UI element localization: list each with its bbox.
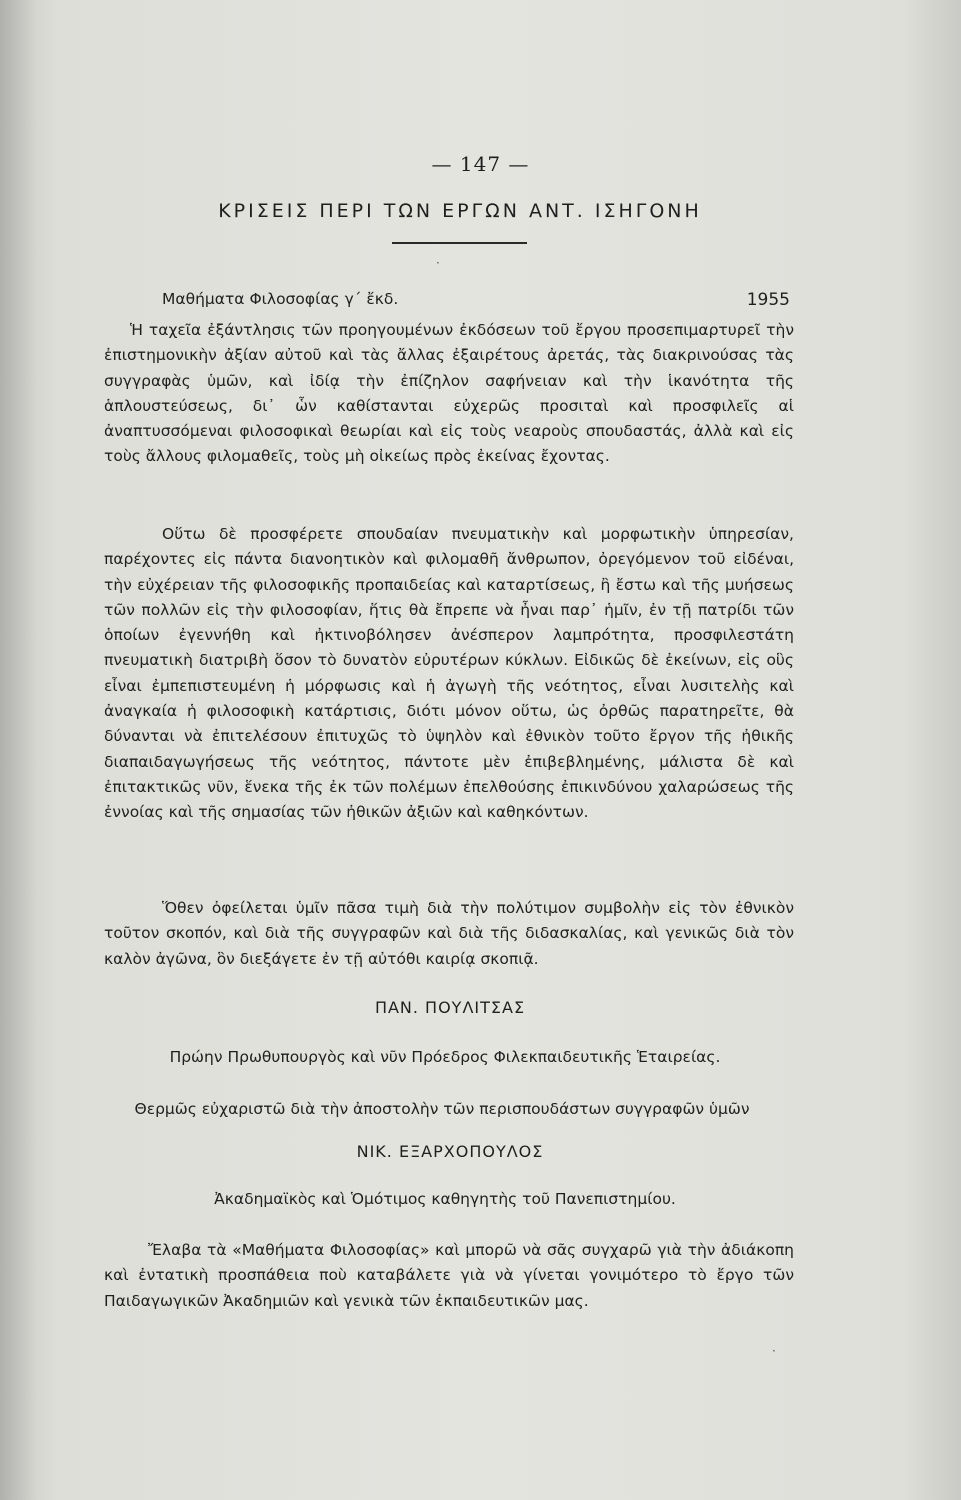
scan-speck: · bbox=[436, 256, 440, 270]
title-divider bbox=[392, 242, 527, 244]
scan-speck: · bbox=[772, 1344, 776, 1358]
review-paragraph-2: Οὕτω δὲ προσφέρετε σπουδαίαν πνευματικὴν καὶ μορφωτικὴν ὑπηρεσίαν, παρέχοντες εἰς πάντα διανοητικὸν καὶ φιλομαθῆ ἄνθρωπον, ὀρεγόμενον τοῦ εἰδέναι, τὴν εὐχέρειαν τῆς φιλοσοφικῆς προπαιδείας καὶ καταρτίσεως, ἢ ἔστω καὶ τῆς μυήσεως τῶν πολλῶν εἰς τὴν φιλοσοφίαν, ἥτις θὰ ἔπρεπε νὰ ἦναι παρ᾽ ἡμῖν, ἐν τῇ πατρίδι τῶν ὁποίων ἐγεννήθη καὶ ἠκτινοβόλησεν ἀνέσπερον λαμπρότητα, προσφιλεστάτη πνευματικὴ διατριβὴ ὅσον τὸ δυνατὸν εὐρυτέρων κύκλων. Εἰδικῶς δὲ ἐκείνων, εἰς οὓς εἶναι ἐμπεπιστευμένη ἡ μόρφωσις καὶ ἡ ἀγωγὴ τῆς νεότητος, εἶναι λυσιτελὴς καὶ ἀναγκαία ἡ φιλοσοφικὴ κατάρτισις, διότι μόνον οὕτω, ὡς ὀρθῶς παρατηρεῖτε, θὰ δύνανται νὰ ἐπιτελέσουν ἐπιτυχῶς τὸ ὑψηλὸν καὶ ἐθνικὸν τοῦτο ἔργον τῆς ἠθικῆς διαπαιδαγωγήσεως τῆς νεότητος, πάντοτε μὲν ἐπιβεβλημένης, μάλιστα δὲ καὶ ἐπιτακτικῶς νῦν, ἕνεκα τῆς ἐκ τῶν πολέμων ἐπελθούσης ἐπικινδύνου χαλαρώσεως τῆς ἐννοίας καὶ τῆς σημασίας τῶν ἠθικῶν ἀξιῶν καὶ καθηκόντων. bbox=[104, 525, 794, 822]
thanks-line: Θερμῶς εὐχαριστῶ διὰ τὴν ἀποστολὴν τῶν περισπουδάστων συγγραφῶν ὑμῶν bbox=[134, 1100, 750, 1118]
signature-role-exarchopoulos: Ἀκαδημαϊκὸς καὶ Ὁμότιμος καθηγητὴς τοῦ Πανεπιστημίου. bbox=[214, 1190, 676, 1208]
publication-year: 1955 bbox=[746, 290, 790, 310]
signature-exarchopoulos: ΝΙΚ. ΕΞΑΡΧΟΠΟΥΛΟΣ bbox=[356, 1142, 544, 1161]
book-edition: Μαθήματα Φιλοσοφίας γ΄ ἔκδ. bbox=[162, 290, 399, 308]
binding-shadow bbox=[0, 0, 38, 1500]
page-number: — 147 — bbox=[431, 152, 530, 176]
page-title: ΚΡΙΣΕΙΣ ΠΕΡΙ ΤΩΝ ΕΡΓΩΝ ΑΝΤ. ΙΣΗΓΟΝΗ bbox=[218, 200, 702, 222]
review-paragraph-1: Ἡ ταχεῖα ἐξάντλησις τῶν προηγουμένων ἐκδόσεων τοῦ ἔργου προσεπιμαρτυρεῖ τὴν ἐπιστημονικὴν ἀξίαν αὐτοῦ καὶ τὰς ἄλλας ἐξαιρέτους ἀρετάς, τὰς διακρινούσας τὰς συγγραφὰς ὑμῶν, καὶ ἰδίᾳ τὴν ἐπίζηλον σαφήνειαν καὶ τὴν ἱκανότητα τῆς ἁπλουστεύσεως, δι᾽ ὧν καθίστανται εὐχερῶς προσιταὶ καὶ προσφιλεῖς αἱ ἀναπτυσσόμεναι φιλοσοφικαὶ θεωρίαι καὶ εἰς τοὺς νεαροὺς σπουδαστάς, ἀλλὰ καὶ εἰς τοὺς ἄλλους φιλομαθεῖς, τοὺς μὴ οἰκείως πρὸς ἐκείνας ἔχοντας. bbox=[104, 321, 794, 466]
review-paragraph-4: Ἔλαβα τὰ «Μαθήματα Φιλοσοφίας» καὶ μπορῶ νὰ σᾶς συγχαρῶ γιὰ τὴν ἀδιάκοπη καὶ ἐντατικὴ προσπάθεια ποὺ καταβάλετε γιὰ νὰ γίνεται γονιμότερο τὸ ἔργο τῶν Παιδαγωγικῶν Ἀκαδημιῶν καὶ γενικὰ τῶν ἐκπαιδευτικῶν μας. bbox=[104, 1241, 794, 1310]
signature-poulitsas: ΠΑΝ. ΠΟΥΛΙΤΣΑΣ bbox=[374, 998, 526, 1017]
signature-role-poulitsas: Πρώην Πρωθυπουργὸς καὶ νῦν Πρόεδρος Φιλεκπαιδευτικῆς Ἑταιρείας. bbox=[169, 1048, 721, 1066]
review-paragraph-3: Ὅθεν ὀφείλεται ὑμῖν πᾶσα τιμὴ διὰ τὴν πολύτιμον συμβολὴν εἰς τὸν ἐθνικὸν τοῦτον σκοπόν, καὶ διὰ τῆς συγγραφῶν καὶ διὰ τῆς διδασκαλίας, καὶ γενικῶς διὰ τὸν καλὸν ἀγῶνα, ὃν διεξάγετε ἐν τῇ αὐτόθι καιρίᾳ σκοπιᾷ. bbox=[104, 899, 794, 968]
book-heading bbox=[162, 290, 790, 310]
